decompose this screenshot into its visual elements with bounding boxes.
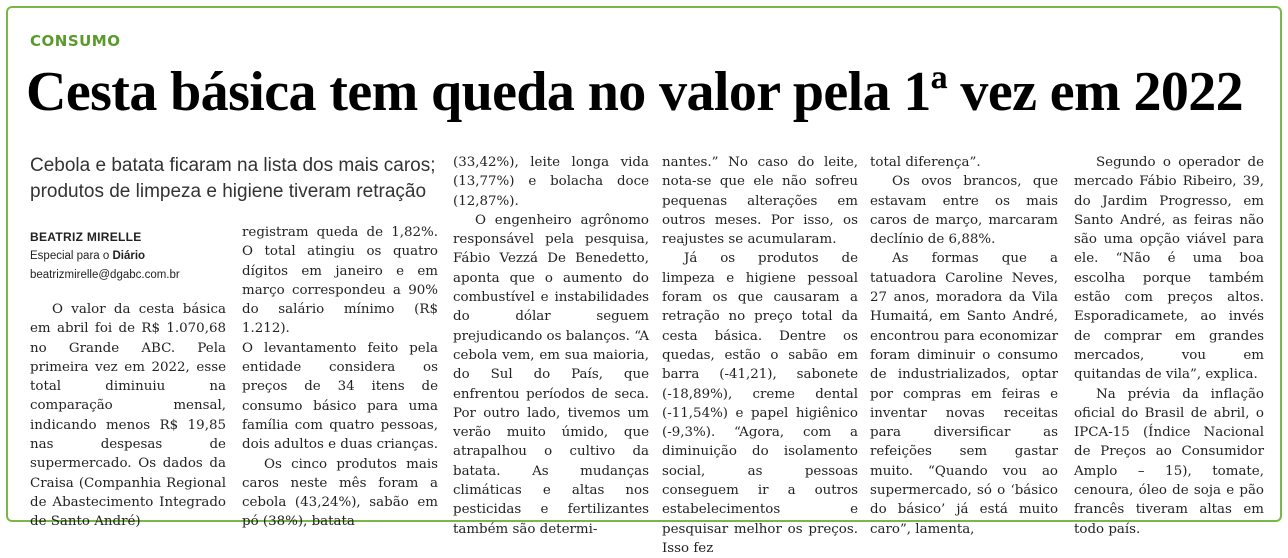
article-column-4 [662,153,858,558]
paragraph: O engenheiro agrônomo responsável pela pesquisa, Fábio Vezzá De Benedetto, aponta que o aumento do combustível e instabilidades do dólar seguem prejudicando os balanços. “A cebola vem, em sua maioria, do Sul do País, que enfrentou períodos de seca. Por outro lado, tivemos um verão muito úmido, que atrapalhou o cultivo da batata. As mudanças climáticas e altas nos pesticidas e fertilizantes também são determi- [453,212,649,537]
paragraph: registram queda de 1,82%. O total atingiu os quatro dígitos em janeiro e em março correspondeu a 90% do salário mínimo (R$ 1.212). [242,225,438,337]
paragraph: nantes.” No caso do leite, nota-se que ele não sofreu pequenas alterações em outros meses. Por isso, os reajustes se acumularam. [662,155,858,248]
paragraph: (33,42%), leite longa vida (13,77%) e bolacha doce (12,87%). [453,155,649,209]
byline-paper: Diário [112,250,146,262]
paragraph: Já os produtos de limpeza e higiene pessoal foram os que causaram a retração no preço total da cesta básica. Dentre os quedas, estão o sabão em barra (-41,21), sabonete (-18,89%), creme dental (-11,54%) e papel higiênico (-9,3%). “Agora, com a diminuição do isolamento social, as pessoas conseguem ir a outros estabelecimentos e pesquisar melhor os preços. Isso fez [662,251,858,556]
byline-author: BEATRIZ MIRELLE [30,230,142,244]
byline-role-prefix: Especial para o [30,250,113,262]
paragraph: total diferença”. [870,155,981,170]
paragraph: Os cinco produtos mais caros neste mês foram a cebola (43,24%), sabão em pó (38%), batata [242,456,438,530]
headline: Cesta básica tem queda no valor pela 1ª vez em 2022 [26,61,1244,123]
subheadline: Cebola e batata ficaram na lista dos mais caros; produtos de limpeza e higiene tiveram retração [30,155,436,202]
paragraph: O levantamento feito pela entidade considera os preços de 34 itens de consumo básico para uma família com quatro pessoas, dois adultos e duas crianças. [242,340,438,453]
byline-email: beatrizmirelle@dgabc.com.br [30,269,180,281]
newspaper-clipping [6,6,1282,556]
paragraph: Os ovos brancos, que estavam entre os mais caros de março, marcaram declínio de 6,88%. [870,174,1058,248]
paragraph: Na prévia da inflação oficial do Brasil de abril, o IPCA-15 (Índice Nacional de Preços ao Consumidor Amplo – 15), tomate, cenoura, óleo de soja e pão francês tiveram altas em todo país. [1074,386,1264,537]
article-column-1 [30,300,226,532]
article-column-3 [453,153,649,539]
article-column-2 [242,223,438,532]
article-column-6 [1074,153,1264,539]
byline [30,228,240,285]
paragraph: As formas que a tatuadora Caroline Neves, 27 anos, moradora da Vila Humaitá, em Santo André, encontrou para economizar foram diminuir o consumo de industrializados, optar por compras em feiras e inventar novas receitas para diversificar as refeições sem gastar muito. “Quando vou ao supermercado, só o ‘básico do básico’ já está muito caro”, lamenta, [870,251,1058,537]
paragraph: O valor da cesta básica em abril foi de R$ 1.070,68 no Grande ABC. Pela primeira vez em 2022, esse total diminuiu na comparação mensal, indicando menos R$ 19,85 nas despesas de supermercado. Os dados da Craisa (Companhia Regional de Abastecimento Integrado de Santo André) [30,302,226,530]
article-column-5 [870,153,1058,539]
section-label: CONSUMO [30,32,121,50]
byline-role [30,247,240,266]
paragraph: Segundo o operador de mercado Fábio Ribeiro, 39, do Jardim Progresso, em Santo André, as feiras não são uma opção viável para ele. “Não é uma boa escolha porque também estão com preços altos. Esporadicamete, ao invés de comprar em grandes mercados, vou em quitandas de vila”, explica. [1074,155,1264,383]
